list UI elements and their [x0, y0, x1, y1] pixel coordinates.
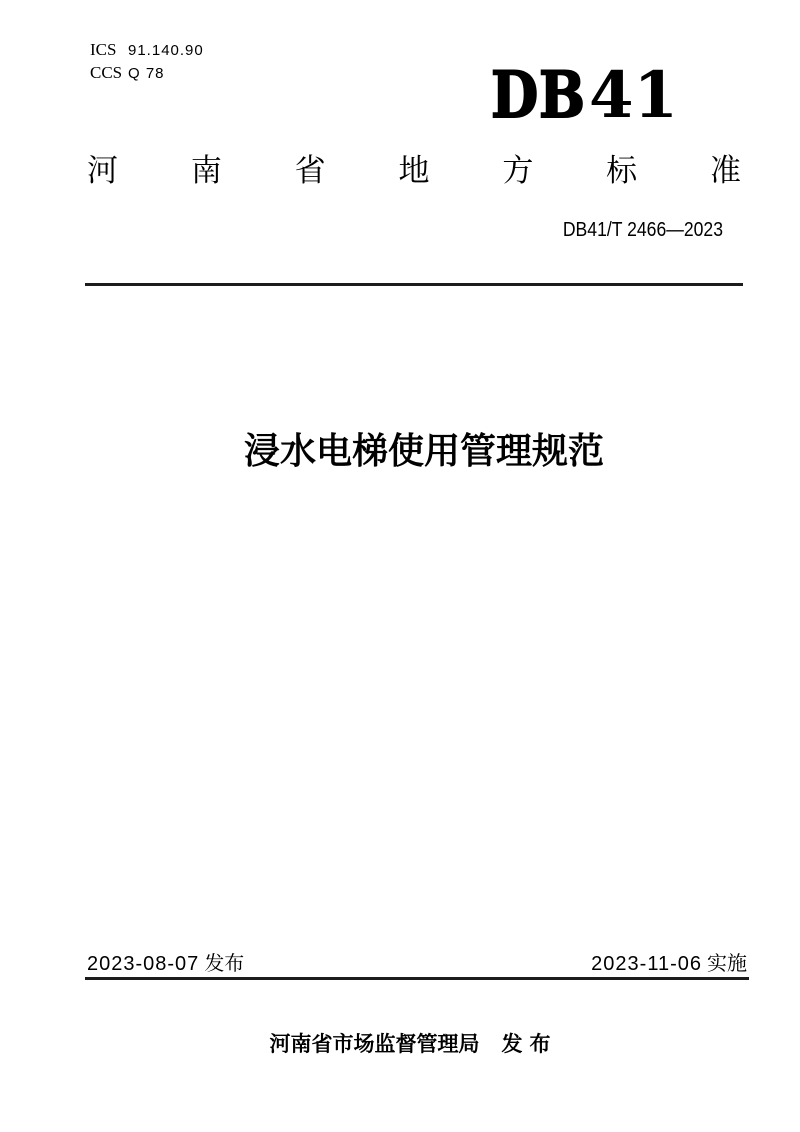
doc-number: DB41/T 2466—2023: [562, 219, 723, 241]
issue-date: 2023-08-07: [87, 953, 200, 975]
standard-type-line: [87, 152, 741, 189]
standard-type-char: 南: [190, 153, 222, 188]
standard-type-char: 准: [709, 153, 741, 188]
ics-value: 91.140.90: [128, 42, 204, 59]
db41-logo-number: 41: [588, 58, 678, 133]
ccs-value: Q 78: [128, 65, 165, 82]
db41-logo-prefix: DB: [491, 58, 587, 133]
publisher-action: 发布: [501, 1033, 558, 1056]
ccs-line: [90, 61, 204, 84]
implement-label: 实施: [707, 953, 747, 975]
implement-date: 2023-11-06: [591, 953, 702, 975]
issue-label: 发布: [204, 953, 245, 975]
bottom-rule: [85, 977, 749, 980]
classification-codes: [90, 38, 204, 84]
ics-label: ICS: [90, 40, 117, 59]
ics-line: [90, 38, 204, 61]
standard-type-char: 标: [606, 153, 638, 188]
issue-date-line: [87, 952, 244, 976]
implement-date-line: [591, 952, 747, 976]
ccs-label: CCS: [90, 63, 123, 82]
standard-type-char: 河: [87, 153, 118, 188]
db41-logo: [491, 58, 678, 133]
standard-type-char: 地: [398, 153, 430, 188]
document-title: 浸水电梯使用管理规范: [243, 430, 604, 471]
standard-type-char: 方: [502, 153, 534, 188]
standard-type-char: 省: [294, 153, 326, 188]
publisher-org: 河南省市场监督管理局: [269, 1033, 480, 1056]
top-rule: [85, 283, 743, 286]
publisher-line: [20, 1032, 800, 1057]
